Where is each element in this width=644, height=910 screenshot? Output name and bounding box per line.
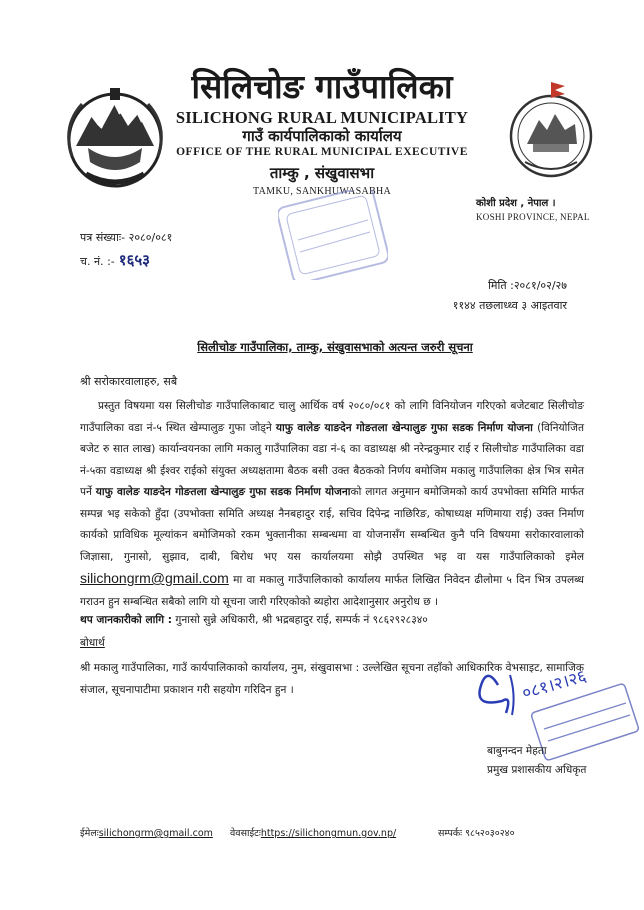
body-text-1: प्रस्तुत विषयमा यस सिलीचोङ गाउँपालिकाबाट चालु आर्थिक वर्ष २०८०/०८१ को लागि विनियोजन गरिएको बजेटबाट सिलीचोङ गाउँपालिका वडा नं-५ स्थित खेम्पालुङ गुफा जोड्ने	[80, 400, 584, 434]
footer-website	[230, 826, 396, 839]
cc-heading: बोधार्थ	[80, 637, 105, 649]
footer-website-link[interactable]: https://silichongmun.gov.np/	[260, 828, 397, 839]
body-email-link[interactable]: silichongrm@gmail.com	[80, 570, 229, 586]
project-name-1: याफु वालेङ याङदेन गोङतला खेन्पालुङ गुफा सडक निर्माण योजना	[275, 421, 533, 434]
dispatch-number-label: च. नं. :-	[80, 255, 115, 268]
footer-email	[80, 826, 213, 839]
footer-phone-number: ९८५२०३०२४०	[465, 828, 515, 839]
contact-line	[80, 613, 600, 627]
footer-website-label: वेवसाईटः	[230, 828, 261, 839]
signer-title: प्रमुख प्रशासकीय अधिकृत	[487, 764, 587, 776]
notice-subject: सिलीचोङ गाउँपालिका, ताम्कु, संखुवासभाको अत्यन्त जरुरी सूचना	[197, 340, 473, 354]
project-name-2: याफु वालेङ याङदेन गोङतला खेन्पालुङ गुफा सडक निर्माण योजना	[95, 486, 351, 498]
office-stamp-icon	[278, 190, 388, 280]
signer-name: बाबुनन्दन मेहता	[487, 745, 547, 757]
contact-text: गुनासो सुन्ने अधिकारी, श्री भद्रबहादुर राई, सम्पर्क नं ९८६२९२८३४०	[172, 614, 428, 626]
municipality-logo-icon	[505, 80, 597, 184]
footer-phone-label: सम्पर्कः	[438, 828, 463, 839]
province-nepali: कोशी प्रदेश , नेपाल ।	[476, 198, 556, 209]
notice-body	[80, 396, 584, 613]
letter-date: मिति :२०८१/०२/२७	[488, 279, 567, 292]
body-paragraph	[80, 396, 584, 613]
footer-email-link[interactable]: silichongrm@gmail.com	[98, 828, 213, 839]
salutation: श्री सरोकारवालाहरु, सबै	[80, 375, 178, 388]
body-text-2: (विनियोजित बजेट रु सात लाख) कार्यान्वयनका लागि मकालु गाउँपालिका वडा नं-६ का वडाध्यक्ष श्री नरेन्द्रकुमार राई र सिलीचोङ गाउँपालिका वडा नं-५का वडाध्यक्ष श्री ईश्वर राईको संयुक्त अध्यक्षतामा बैठक बसी उक्त बैठकको निर्णय बमोजिम मकालु गाउँपालिका क्षेत्र भित्र समेत पर्ने	[80, 421, 584, 498]
body-text-4: मा वा मकालु गाउँपालिकाको कार्यालय मार्फत लिखित निवेदन ढीलोमा ५ दिन भित्र उपलब्ध गराउन हुन सम्बन्धित सबैको लागि यो सूचना जारी गरिएकोको ब्यहोरा आदेशानुसार अनुरोध छ ।	[80, 574, 584, 608]
footer-phone	[438, 826, 515, 839]
municipality-name-nepali: सिलिचोङ गाउँपालिका	[191, 67, 453, 106]
cc-text: श्री मकालु गाउँपालिका, गाउँ कार्यपालिकाको कार्यालय, नुम, संखुवासभा : उल्लेखित सूचना तहाँको आधिकारिक वेभसाइट, सामाजिक संजाल, सूचनापाटीमा प्रकाशन गरी सहयोग गरिदिन हुन ।	[80, 662, 584, 696]
contact-label: थप जानकारीको लागि :	[80, 614, 173, 626]
handwritten-date: ०८१।२।२६	[519, 666, 589, 704]
location-english: TAMKU, SANKHUWASABHA	[253, 186, 391, 197]
office-name-english: OFFICE OF THE RURAL MUNICIPAL EXECUTIVE	[176, 146, 468, 158]
letter-day: ११४४ तछलाध्थ्व ३ आइतवार	[452, 299, 567, 312]
municipality-name-english: SILICHONG RURAL MUNICIPALITY	[175, 108, 469, 127]
body-text-3: को लागत अनुमान बमोजिमको कार्य उपभोक्ता समिति मार्फत सम्पन्न भइ सकेको हुँदा (उपभोक्ता समिति अध्यक्ष नैनबहादुर राई, सचिव दिपेन्द्र नाछिरिङ, कोषाध्यक्ष मणिमाया राई) उक्त निर्माण कार्यको प्राविधिक मूल्यांकन बमोजिमको रकम भुक्तानीका सम्बन्धमा वा योजनासँग सम्बन्धित कुनै पनि विषयमा सरोकारवालाको जिज्ञासा, गुनासो, सुझाव, दाबी, बिरोध भए यस कार्यालयमा सोझै उपस्थित भइ वा यस गाउँपालिकाको इमेल	[80, 486, 584, 563]
location-nepali: ताम्कु , संखुवासभा	[269, 164, 375, 182]
province-english: KOSHI PROVINCE, NEPAL	[476, 212, 590, 222]
footer-email-label: ईमेलः	[80, 828, 99, 839]
dispatch-number	[80, 250, 150, 270]
dispatch-number-value: १६५३	[118, 251, 150, 269]
letter-number: पत्र संख्याः- २०८०/०८१	[80, 231, 173, 244]
office-name-nepali: गाउँ कार्यपालिकाको कार्यालय	[242, 127, 402, 145]
